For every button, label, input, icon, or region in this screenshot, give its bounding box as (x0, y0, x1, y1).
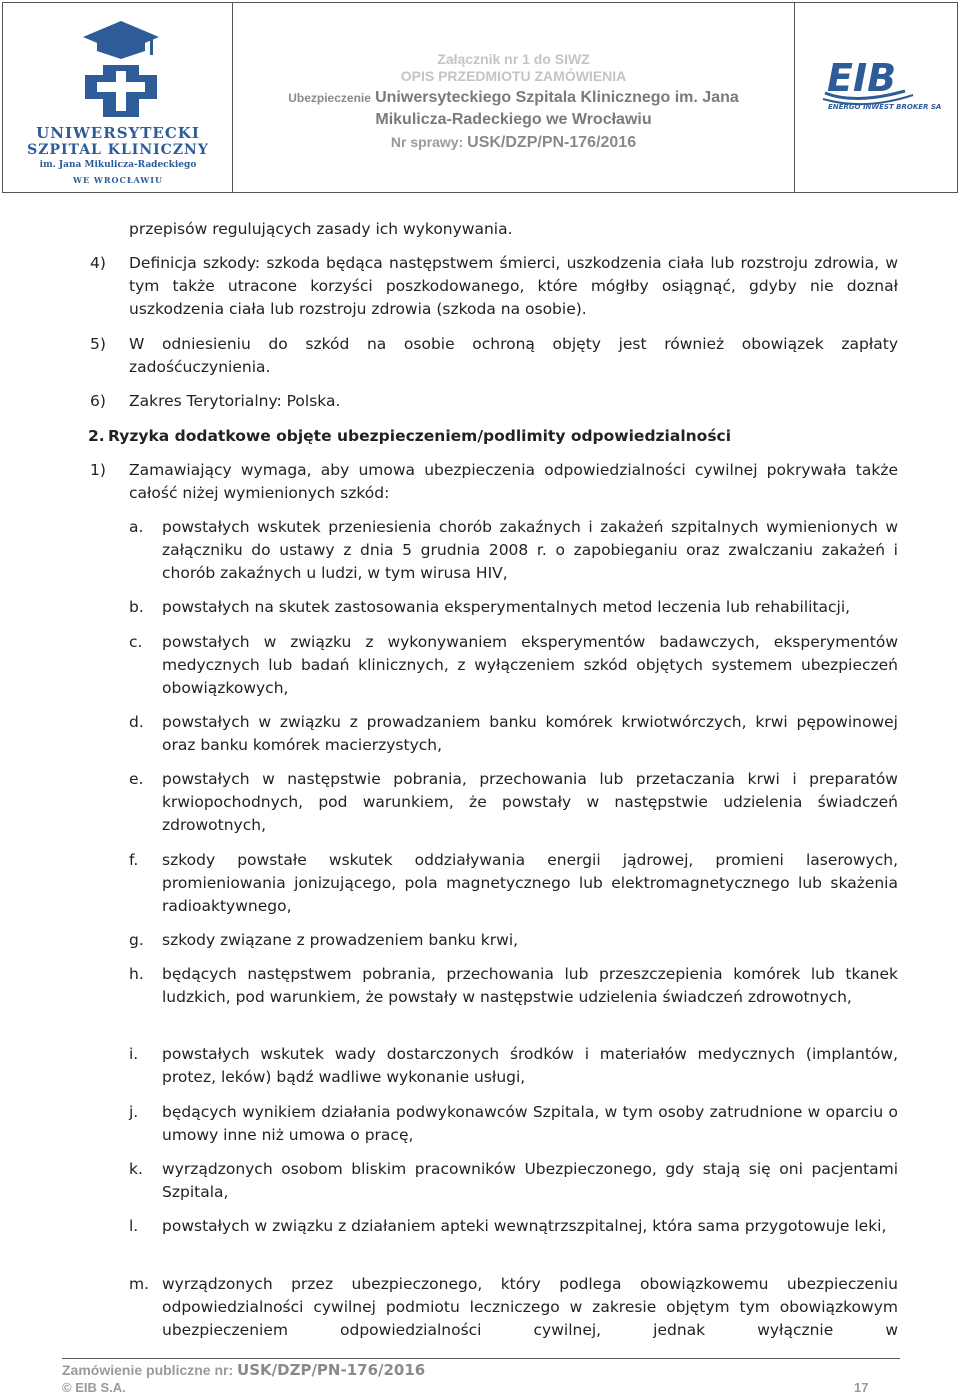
footer-order-number (62, 1361, 425, 1379)
list-item-marker: c. (129, 633, 143, 651)
hospital-logo-line3: im. Jana Mikulicza-Radeckiego (39, 160, 197, 170)
item-text: Definicja szkody: szkoda będąca następstwem śmierci, uszkodzenia ciała lub rozstroju zdrowia, w tym także utracone korzyści poszkodowanego, które mógłby osiągnąć, gdyby nie doznał uszkodzenia ciała lub rozstroju zdrowia (szkoda na osobie). (129, 254, 898, 318)
item-marker: 6) (90, 392, 106, 410)
header-case-number (233, 134, 794, 152)
broker-logo-subtitle: ENERGO INWEST BROKER SA (828, 103, 942, 111)
page-number: 17 (854, 1380, 869, 1395)
broker-logo-cell (795, 3, 957, 192)
list-item-text: będących wynikiem działania podwykonawców Szpitala, w tym osoby zatrudnione w oparciu o umowy inne niż umowa o pracę, (162, 1103, 898, 1144)
svg-text:EIB: EIB (827, 56, 897, 100)
list-item-marker: i. (129, 1045, 139, 1063)
item-marker: 5) (90, 335, 106, 353)
list-item-marker: e. (129, 770, 144, 788)
list-item-text: powstałych w następstwie pobrania, przechowania lub przetaczania krwi i preparatów krwiopochodnych, pod warunkiem, że powstały w następstwie udzielenia świadczeń zdrowotnych, (162, 770, 898, 834)
list-item-text: powstałych w związku z prowadzaniem banku komórek krwiotwórczych, krwi pępowinowej oraz banku komórek macierzystych, (162, 713, 898, 754)
footer-copyright: © EIB S.A. (62, 1380, 126, 1395)
header-case-prefix: Nr sprawy: (390, 134, 464, 150)
list-item-text: będących następstwem pobrania, przechowania lub przeszczepienia komórek lub tkanek ludzkich, pod warunkiem, że powstały w następstwie udzielenia świadczeń zdrowotnych, (162, 965, 898, 1006)
list-item-marker: f. (129, 851, 139, 869)
list-item-text: powstałych na skutek zastosowania eksperymentalnych metod leczenia lub rehabilitacji, (162, 598, 851, 616)
sub-item-marker: 1) (90, 461, 106, 479)
header-case-value: USK/DZP/PN-176/2016 (467, 134, 637, 151)
intro-text: przepisów regulujących zasady ich wykonywania. (129, 220, 513, 238)
hospital-logo-line2: SZPITAL KLINICZNY (27, 142, 209, 158)
list-item-marker: h. (129, 965, 144, 983)
list-item-text: szkody związane z prowadzeniem banku krwi, (162, 931, 519, 949)
list-item-text: powstałych wskutek przeniesienia chorób zakaźnych i zakażeń szpitalnych wymienionych w załączniku do ustawy z dnia 5 grudnia 2008 r. o zapobieganiu oraz zwalczaniu zakażeń i chorób zakaźnych u ludzi, w tym wirusa HIV, (162, 518, 898, 582)
list-item-text: powstałych w związku z działaniem apteki wewnątrzszpitalnej, która sama przygotowuje leki, (162, 1217, 887, 1235)
hospital-logo-cell (3, 3, 233, 192)
footer-order-value: USK/DZP/PN-176/2016 (237, 1361, 426, 1379)
section-title: Ryzyka dodatkowe objęte ubezpieczeniem/podlimity odpowiedzialności (108, 427, 732, 445)
section-number: 2. (88, 427, 105, 445)
list-item-marker: g. (129, 931, 144, 949)
list-item-text: powstałych wskutek wady dostarczonych środków i materiałów medycznych (implantów, protez, leków) bądź wadliwe wykonanie usługi, (162, 1045, 898, 1086)
header-insurance-prefix: Ubezpieczenie (288, 91, 371, 105)
sub-item-text: Zamawiający wymaga, aby umowa ubezpieczenia odpowiedzialności cywilnej pokrywała także całość niżej wymienionych szkód: (129, 461, 898, 502)
page-header (2, 2, 958, 193)
list-item-text: powstałych w związku z wykonywaniem eksperymentów badawczych, eksperymentów medycznych lub badań klinicznych, z wyłączeniem szkód objętych systemem ubezpieczeń obowiązkowych, (162, 633, 898, 697)
header-insurance-title (233, 85, 794, 130)
hospital-logo-icon (3, 3, 233, 123)
list-item-text: szkody powstałe wskutek oddziaływania energii jądrowej, promieni laserowych, promieniowania jonizującego, pola magnetycznego lub elektromagnetycznego lub skażenia radioaktywnego, (162, 851, 898, 915)
list-item-marker: k. (129, 1160, 143, 1178)
list-item-marker: j. (129, 1103, 139, 1121)
list-item-text: wyrządzonych przez ubezpieczonego, który podlega obowiązkowemu ubezpieczeniu odpowiedzialności cywilnej podmiotu leczniczego w zakresie objętym tym obowiązkowym ubezpieczeniem odpowiedzialności cywilnej, jednak wyłącznie w (162, 1275, 898, 1339)
list-item-marker: b. (129, 598, 144, 616)
list-item-text: wyrządzonych osobom bliskim pracowników Ubezpieczonego, gdy stają się oni pacjentami Szpitala, (162, 1160, 898, 1201)
list-item-marker: m. (129, 1275, 150, 1293)
item-text: Zakres Terytorialny: Polska. (129, 392, 341, 410)
hospital-logo-line4: WE WROCŁAWIU (72, 175, 164, 185)
header-title-cell (233, 3, 795, 192)
footer-order-label: Zamówienie publiczne nr: (62, 1362, 234, 1378)
footer-divider (62, 1358, 900, 1359)
item-marker: 4) (90, 254, 106, 272)
list-item-marker: a. (129, 518, 144, 536)
item-text: W odniesieniu do szkód na osobie ochroną objęty jest również obowiązek zapłaty zadośćuczynienia. (129, 335, 898, 376)
hospital-logo-line1: UNIWERSYTECKI (36, 124, 200, 142)
header-attachment-title: Załącznik nr 1 do SIWZ (437, 51, 590, 67)
list-item-marker: d. (129, 713, 144, 731)
list-item-marker: l. (129, 1217, 139, 1235)
header-subject-title: OPIS PRZEDMIOTU ZAMÓWIENIA (400, 68, 627, 84)
header-hospital-name: Uniwersyteckiego Szpitala Klinicznego im. Jana Mikulicza-Radeckiego we Wrocławiu (375, 89, 739, 128)
